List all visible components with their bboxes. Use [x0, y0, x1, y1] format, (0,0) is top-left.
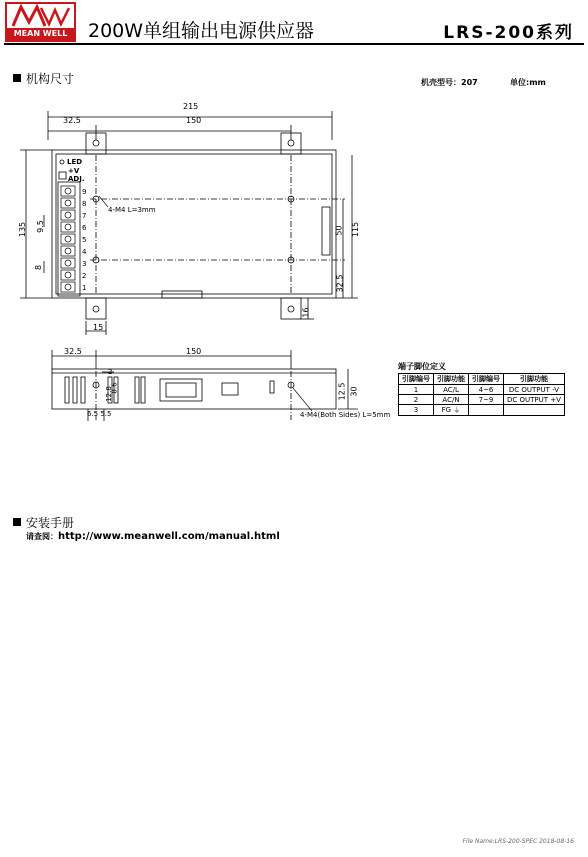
unit-label: 单位:mm	[510, 78, 546, 87]
square-bullet-icon	[13, 74, 21, 82]
dim-32-5-side: 32.5	[64, 347, 82, 356]
dim-12-5: 12.5	[337, 382, 347, 401]
dim-150-top: 150	[186, 116, 202, 125]
pin-table-title: 端子脚位定义	[398, 362, 446, 371]
dim-135: 135	[18, 221, 28, 238]
v-plus-label: +V	[68, 167, 80, 175]
dim-150-side: 150	[186, 347, 202, 356]
header-rule	[4, 43, 584, 45]
terminal-number: 5	[82, 236, 87, 244]
terminal-number: 3	[82, 260, 87, 268]
dim-16: 16	[301, 307, 311, 318]
dim-9-5: 9.5	[35, 220, 45, 233]
section-dimensions-label: 机构尺寸	[26, 72, 75, 86]
dim-115: 115	[351, 221, 361, 238]
file-name-footer: File Name:LRS-200-SPEC 2018-08-16	[462, 838, 574, 845]
section-dimensions-title	[13, 70, 74, 87]
dim-32-5-right: 32.5	[335, 274, 345, 293]
header-cell: 引脚功能	[504, 374, 565, 385]
manual-url-link[interactable]: http://www.meanwell.com/manual.html	[58, 531, 280, 542]
terminal-number: 7	[82, 212, 87, 220]
table-cell: DC OUTPUT -V	[504, 385, 565, 395]
table-cell: FG ⏚	[434, 405, 469, 416]
terminal-number: 1	[82, 284, 87, 292]
header-cell: 引脚功能	[434, 374, 469, 385]
section-manual-title	[13, 514, 74, 531]
table-row	[399, 395, 565, 405]
case-number: 机壳型号：207	[421, 78, 478, 87]
header-cell: 引脚编号	[399, 374, 434, 385]
table-cell: DC OUTPUT +V	[504, 395, 565, 405]
mount-note-side: 4-M4(Both Sides) L=5mm	[300, 411, 391, 419]
model-series: LRS-200系列	[443, 23, 574, 43]
brand-name: MEAN WELL	[7, 28, 74, 40]
mount-note-top: 4-M4 L=3mm	[108, 206, 156, 214]
terminal-number: 8	[82, 200, 87, 208]
terminal-number: 4	[82, 248, 87, 256]
table-cell: AC/L	[434, 385, 469, 395]
manual-prefix: 请查阅：	[26, 532, 58, 541]
table-cell: 4~6	[469, 385, 504, 395]
square-bullet-icon	[13, 518, 21, 526]
section-manual-label: 安装手册	[26, 516, 75, 530]
terminal-number: 2	[82, 272, 87, 280]
dim-8: 8	[34, 264, 44, 271]
table-cell: 3	[399, 405, 434, 416]
table-cell: 2	[399, 395, 434, 405]
table-header-row	[399, 374, 565, 385]
dim-12-8: 12.8	[104, 386, 113, 402]
table-row	[399, 385, 565, 395]
dim-32-5-top: 32.5	[63, 116, 81, 125]
page-title: 200W单组输出电源供应器	[88, 20, 315, 42]
dim-8-6: 8.6	[110, 382, 119, 394]
dim-50-top: 50	[334, 225, 344, 236]
table-cell: 7~9	[469, 395, 504, 405]
terminal-number: 9	[82, 188, 87, 196]
terminal-numbers	[82, 186, 92, 294]
table-cell	[469, 405, 504, 416]
dim-15: 15	[93, 323, 104, 332]
table-cell: AC/N	[434, 395, 469, 405]
manual-line	[26, 531, 280, 542]
dim-bottom: 6.5 5.5	[87, 410, 112, 418]
header-cell: 引脚编号	[469, 374, 504, 385]
adj-label: ADJ.	[68, 175, 85, 183]
table-row	[399, 405, 565, 416]
dim-2: 2	[108, 368, 113, 376]
led-label: LED	[67, 158, 83, 166]
terminal-number: 6	[82, 224, 87, 232]
pin-table	[398, 373, 565, 416]
table-cell	[504, 405, 565, 416]
dim-215: 215	[183, 102, 199, 111]
table-cell: 1	[399, 385, 434, 395]
dim-30: 30	[349, 386, 359, 397]
